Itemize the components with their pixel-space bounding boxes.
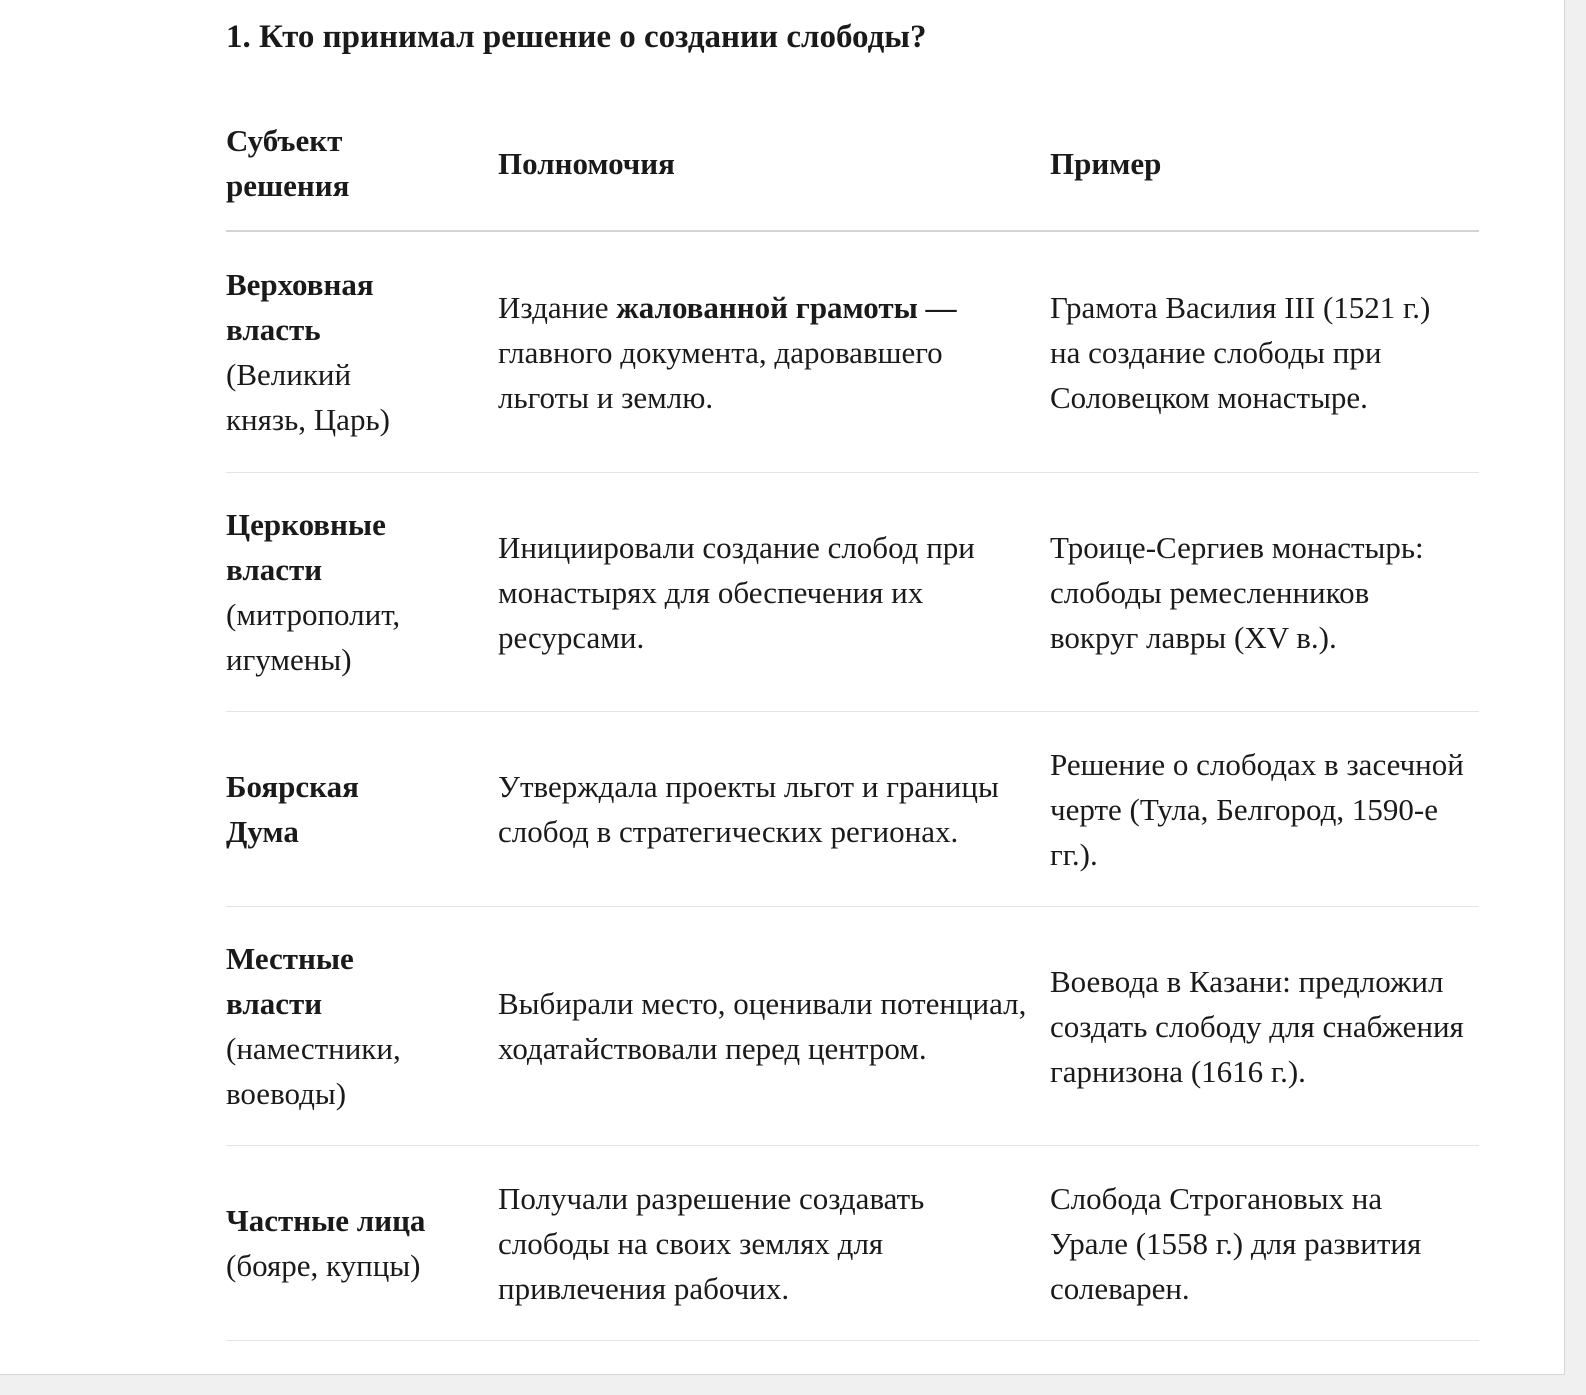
header-powers: Полномочия: [498, 96, 1050, 231]
section-heading: 1. Кто принимал решение о создании слободы?: [226, 19, 927, 55]
powers-bold: жалованной грамоты —: [616, 289, 957, 325]
table-row: [226, 1146, 1479, 1341]
subject-title: Частные лица: [226, 1203, 426, 1238]
decision-makers-table: [226, 96, 1479, 1341]
header-subject: Субъект решения: [226, 96, 498, 231]
powers-suffix: главного документа, даровавшего льготы и землю.: [498, 334, 943, 415]
header-example: Пример: [1050, 96, 1479, 231]
cell-example: Решение о слободах в засечной черте (Тула, Белгород, 1590-е гг.).: [1050, 712, 1479, 907]
subject-title: Местные власти: [226, 941, 354, 1021]
cell-example: Грамота Василия III (1521 г.) на создание слободы при Соловецком монастыре.: [1050, 231, 1479, 473]
table-header-row: [226, 96, 1479, 231]
subject-title: Боярская Дума: [226, 769, 359, 849]
cell-example: Слобода Строгановых на Урале (1558 г.) для развития солеварен.: [1050, 1146, 1479, 1341]
cell-subject: [226, 907, 498, 1146]
cell-powers: Получали разрешение создавать слободы на своих землях для привлечения рабочих.: [498, 1146, 1050, 1341]
subject-note: (митрополит, игумены): [226, 597, 401, 677]
cell-powers: [498, 231, 1050, 473]
cell-subject: [226, 1146, 498, 1341]
subject-title: Церковные власти: [226, 507, 386, 587]
cell-powers: Утверждала проекты льгот и границы слобод в стратегических регионах.: [498, 712, 1050, 907]
cell-subject: [226, 473, 498, 712]
table-row: [226, 231, 1479, 473]
cell-example: Троице-Сергиев монастырь: слободы ремесленников вокруг лавры (XV в.).: [1050, 473, 1479, 712]
powers-prefix: Издание: [498, 289, 617, 325]
cell-subject: [226, 712, 498, 907]
table-row: [226, 712, 1479, 907]
subject-note: (наместники, воеводы): [226, 1031, 401, 1111]
table-row: [226, 907, 1479, 1146]
cell-powers: Выбирали место, оценивали потенциал, ходатайствовали перед центром.: [498, 907, 1050, 1146]
subject-title: Верховная власть: [226, 267, 374, 347]
subject-note: (бояре, купцы): [226, 1248, 421, 1283]
table-row: [226, 473, 1479, 712]
subject-note: (Великий князь, Царь): [226, 357, 390, 437]
cell-powers: Инициировали создание слобод при монастырях для обеспечения их ресурсами.: [498, 473, 1050, 712]
cell-subject: [226, 231, 498, 473]
cell-example: Воевода в Казани: предложил создать слободу для снабжения гарнизона (1616 г.).: [1050, 907, 1479, 1146]
